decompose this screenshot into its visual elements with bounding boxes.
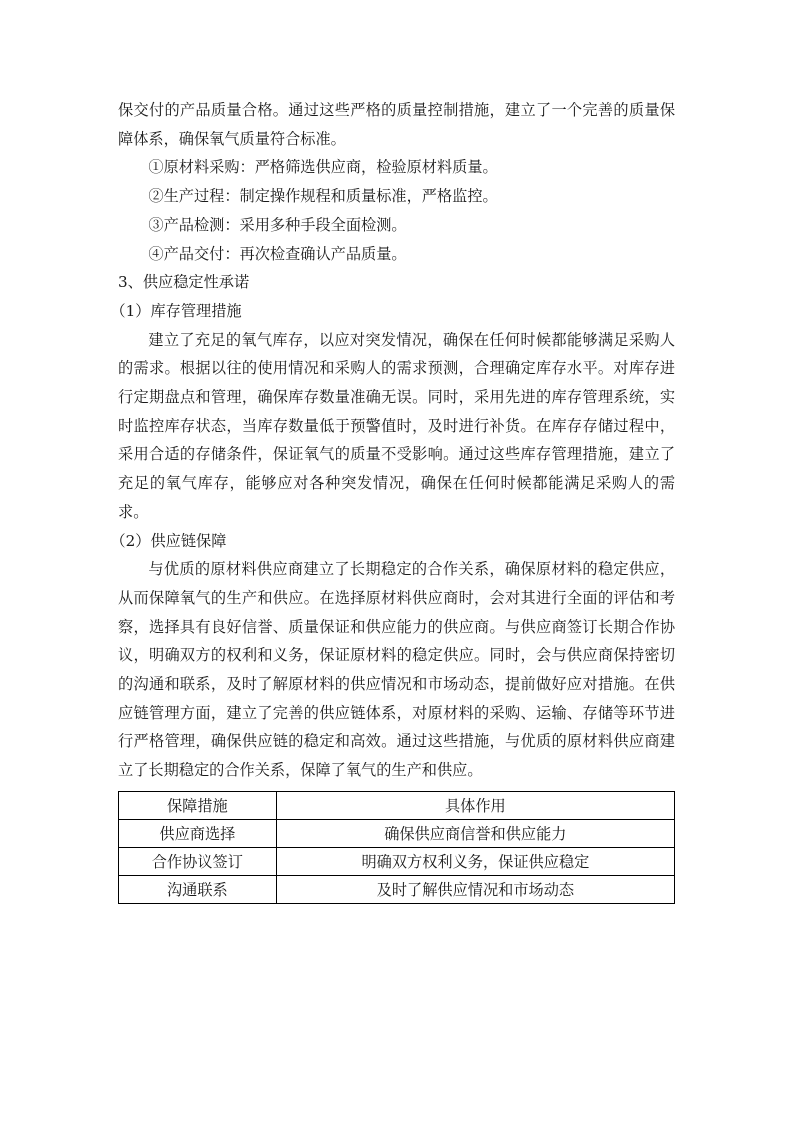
table-cell: 确保供应商信誉和供应能力 — [276, 819, 674, 847]
supply-chain-paragraph: 与优质的原材料供应商建立了长期稳定的合作关系，确保原材料的稳定供应，从而保障氧气的生产和供应。在选择原材料供应商时，会对其进行全面的评估和考察，选择具有良好信誉、质量保证和供应能力的供应商。与供应商签订长期合作协议，明确双方的权利和义务，保证原材料的稳定供应。同时，会与供应商保持密切的沟通和联系，及时了解原材料的供应情况和市场动态，提前做好应对措施。在供应链管理方面，建立了完善的供应链体系，对原材料的采购、运输、存储等环节进行严格管理，确保供应链的稳定和高效。通过这些措施，与优质的原材料供应商建立了长期稳定的合作关系，保障了氧气的生产和供应。 — [118, 560, 675, 780]
table-cell: 及时了解供应情况和市场动态 — [276, 875, 674, 903]
inventory-heading: （1）库存管理措施 — [110, 301, 242, 320]
table-header-cell: 保障措施 — [119, 791, 277, 819]
table-header-cell: 具体作用 — [276, 791, 674, 819]
table-cell: 供应商选择 — [119, 819, 277, 847]
inventory-paragraph: 建立了充足的氧气库存，以应对突发情况，确保在任何时候都能够满足采购人的需求。根据以往的使用情况和采购人的需求预测，合理确定库存水平。对库存进行定期盘点和管理，确保库存数量准确无误。同时，采用先进的库存管理系统，实时监控库存状态，当库存数量低于预警值时，及时进行补货。在库存存储过程中，采用合适的存储条件，保证氧气的质量不受影响。通过这些库存管理措施，建立了充足的氧气库存，能够应对各种突发情况，确保在任何时候都能满足采购人的需求。 — [118, 330, 675, 521]
measures-table — [118, 791, 675, 904]
supply-chain-heading: （2）供应链保障 — [110, 531, 227, 550]
table-row — [119, 819, 675, 847]
list-item-raw-material: ①原材料采购：严格筛选供应商，检验原材料质量。 — [148, 158, 498, 177]
table-row — [119, 875, 675, 903]
table-cell: 明确双方权利义务，保证供应稳定 — [276, 847, 674, 875]
list-item-inspection: ③产品检测：采用多种手段全面检测。 — [148, 215, 407, 234]
table-cell: 合作协议签订 — [119, 847, 277, 875]
document-page — [110, 96, 675, 904]
list-item-delivery: ④产品交付：再次检查确认产品质量。 — [148, 244, 407, 263]
table-row — [119, 847, 675, 875]
table-cell: 沟通联系 — [119, 875, 277, 903]
section-heading: 3、供应稳定性承诺 — [118, 273, 250, 292]
intro-paragraph: 保交付的产品质量合格。通过这些严格的质量控制措施，建立了一个完善的质量保障体系，确保氧气质量符合标准。 — [118, 101, 675, 148]
table-header-row — [119, 791, 675, 819]
list-item-production: ②生产过程：制定操作规程和质量标准，严格监控。 — [148, 187, 498, 206]
